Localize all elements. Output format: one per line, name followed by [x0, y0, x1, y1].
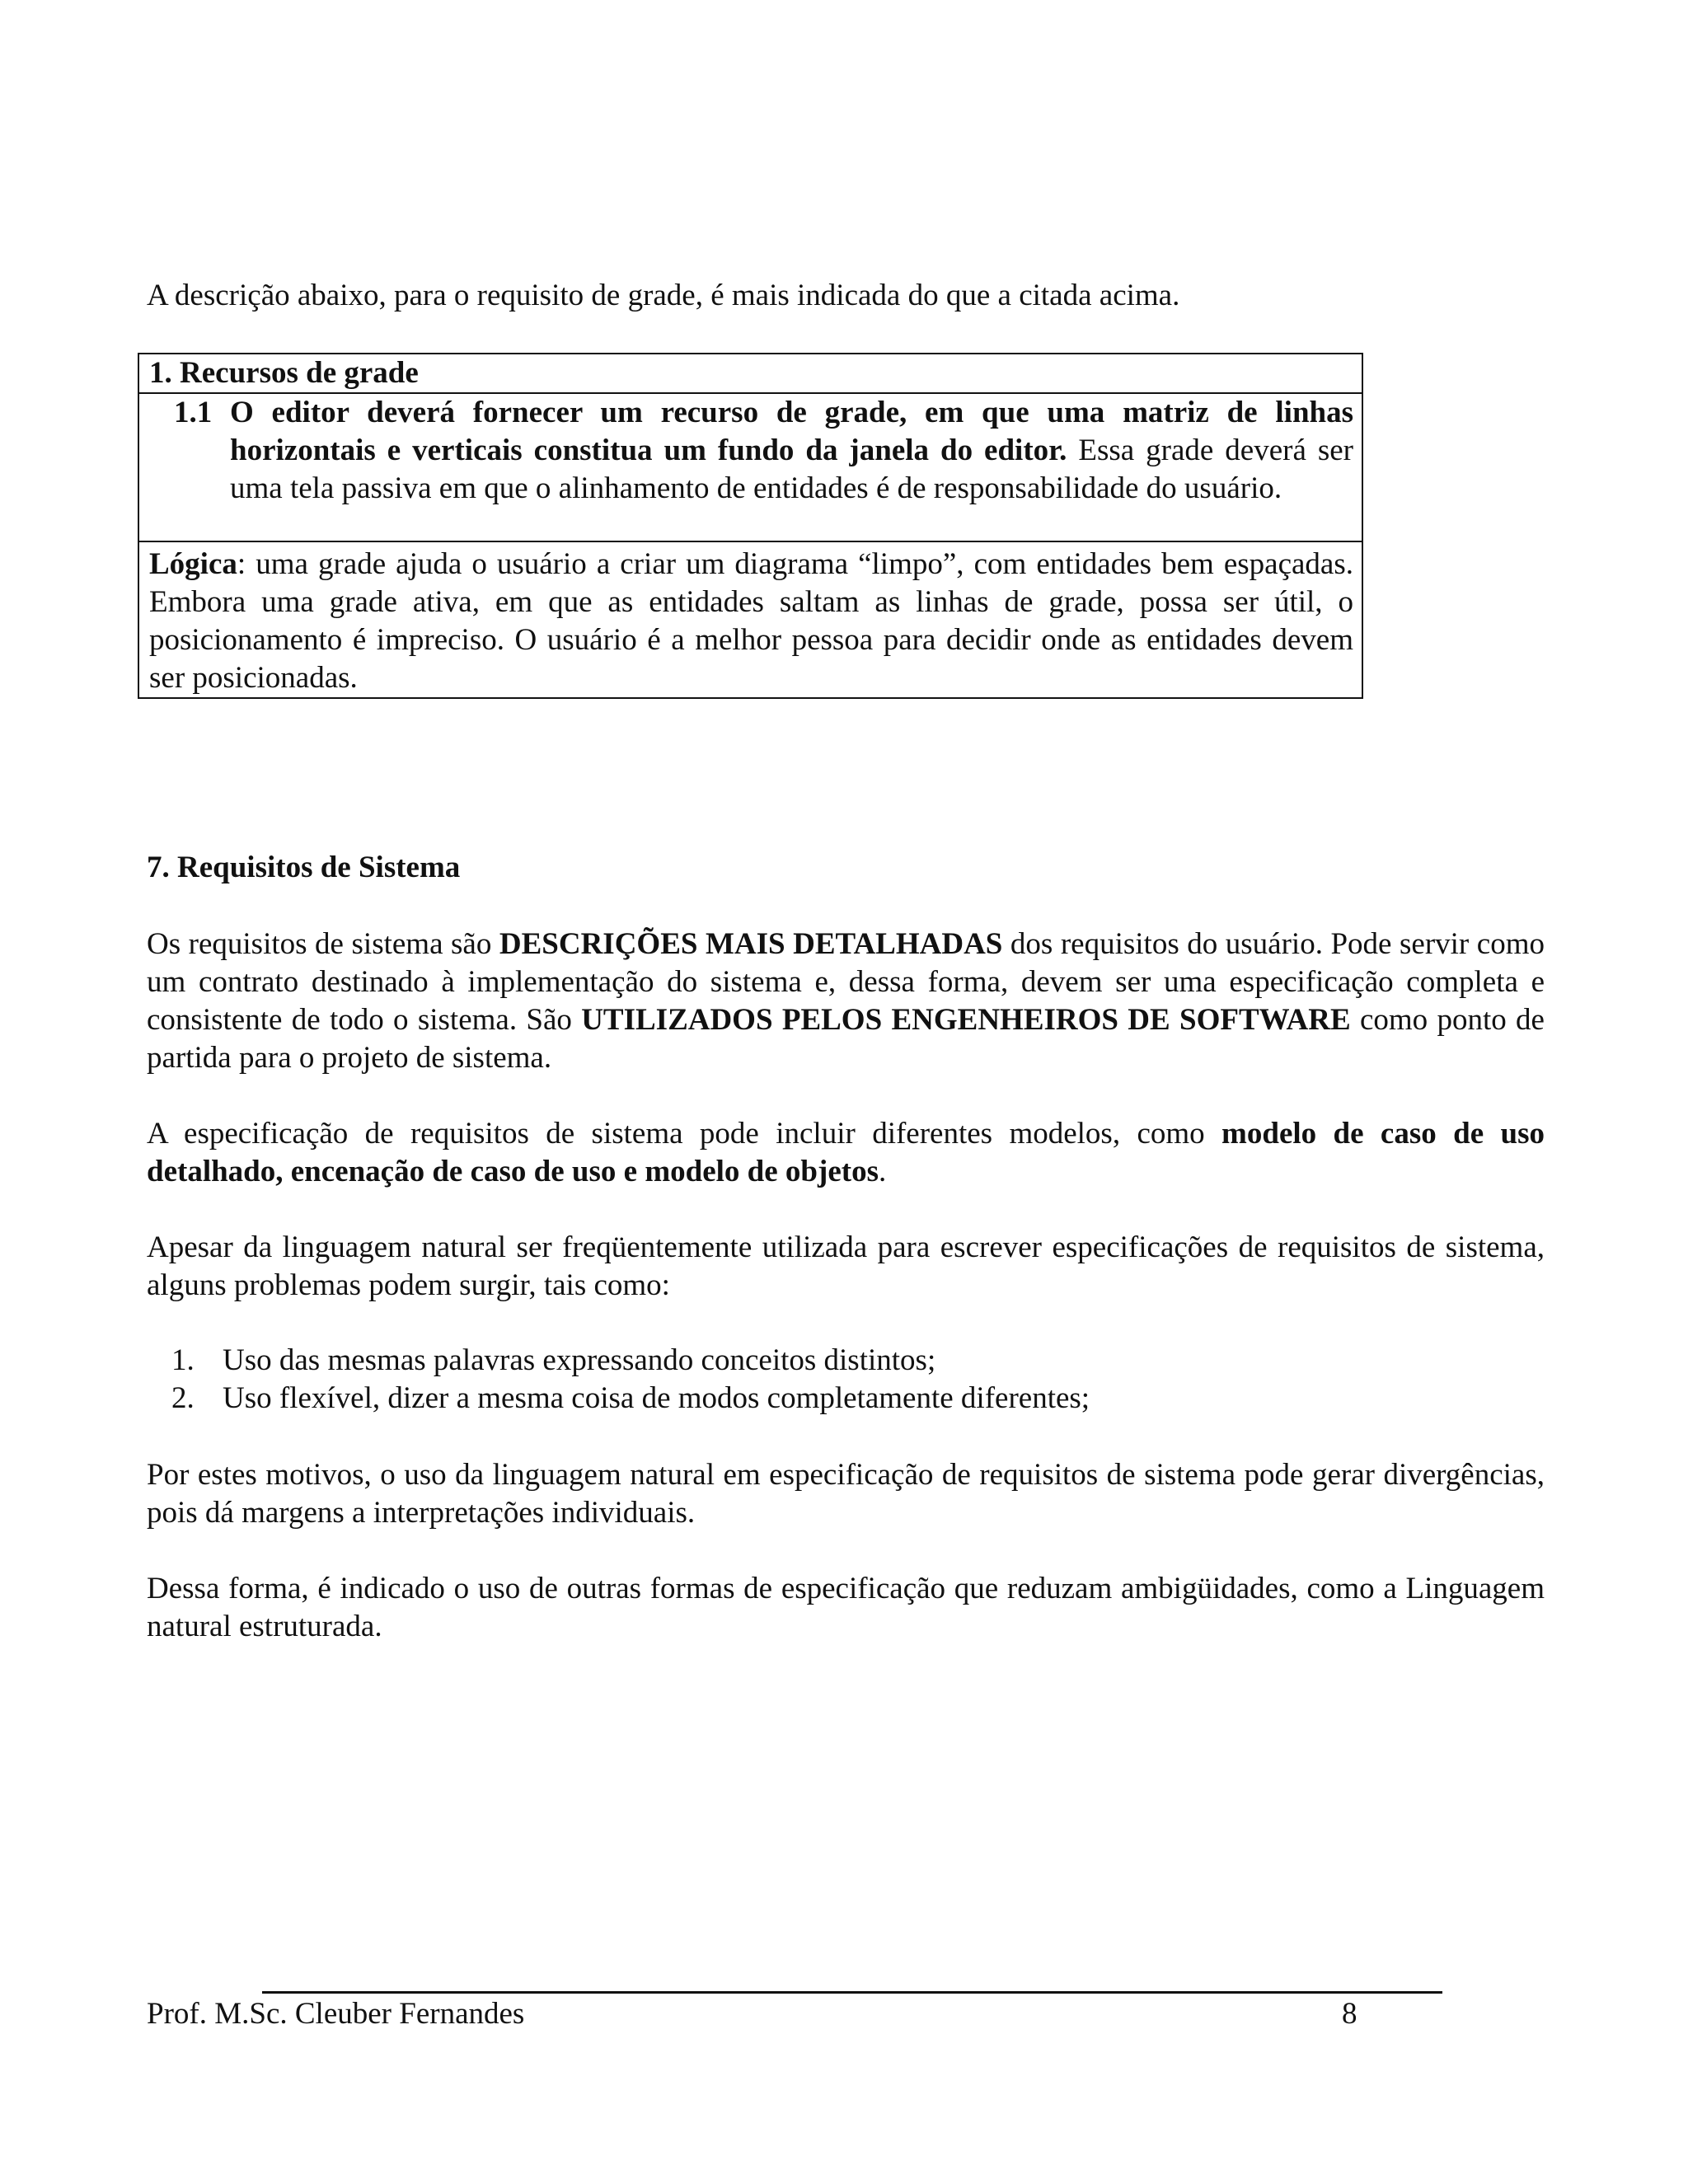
- requirement-item-number: 1.1: [174, 396, 213, 429]
- logic-rationale: [139, 541, 1362, 697]
- list-item-text: Uso flexível, dizer a mesma coisa de modos completamente diferentes;: [223, 1381, 1090, 1415]
- system-requirements-paragraph: [147, 926, 1545, 1077]
- list-item: [147, 1342, 1545, 1380]
- p1-text-c: dos requisitos do usuário. Pode servir como um contrato destinado à implementação do sistema e, dessa forma, devem ser uma especificação completa e consistente de todo o sistema. São: [147, 927, 1545, 1037]
- logic-text: : uma grade ajuda o usuário a criar um diagrama “limpo”, com entidades bem espaçadas. Embora uma grade ativa, em que as entidades saltam as linhas de grade, possa ser útil, o posicionamento é impreciso. O usuário é a melhor pessoa para decidir onde as entidades devem ser posicionadas.: [149, 547, 1353, 695]
- p2-bold-b: modelo de caso de uso detalhado, encenação de caso de uso e modelo de objetos: [147, 1117, 1545, 1188]
- p2-text-c: .: [878, 1155, 887, 1188]
- list-item-text: Uso das mesmas palavras expressando conceitos distintos;: [223, 1343, 936, 1377]
- p1-text-a: Os requisitos de sistema são: [147, 927, 499, 961]
- requirement-item-text: Essa grade deverá ser uma tela passiva em que o alinhamento de entidades é de responsabilidade do usuário.: [230, 434, 1354, 505]
- requirement-box-title: 1. Recursos de grade: [139, 354, 1362, 394]
- p2-text-a: A especificação de requisitos de sistema pode incluir diferentes modelos, como: [147, 1117, 1222, 1151]
- requirement-item: [139, 394, 1362, 541]
- natural-language-paragraph: Apesar da linguagem natural ser freqüentemente utilizada para escrever especificações de requisitos de sistema, alguns problemas podem surgir, tais como:: [147, 1230, 1545, 1302]
- requirement-box: [138, 353, 1363, 699]
- problems-list: [147, 1342, 1545, 1418]
- models-paragraph: [147, 1115, 1545, 1191]
- p1-text-e: como ponto de partida para o projeto de sistema.: [147, 1003, 1545, 1075]
- intro-paragraph: A descrição abaixo, para o requisito de grade, é mais indicada do que a citada acima.: [147, 279, 1180, 312]
- p1-bold-d: UTILIZADOS PELOS ENGENHEIROS DE SOFTWARE: [581, 1003, 1351, 1037]
- divergence-paragraph: Por estes motivos, o uso da linguagem natural em especificação de requisitos de sistema pode gerar divergências, pois dá margens a interpretações individuais.: [147, 1458, 1545, 1530]
- footer-author: Prof. M.Sc. Cleuber Fernandes: [147, 1997, 525, 2031]
- requirement-item-bold-text: O editor deverá fornecer um recurso de grade, em que uma matriz de linhas horizontais e verticais constitua um fundo da janela do editor.: [230, 396, 1353, 467]
- list-item: [147, 1380, 1545, 1418]
- page-number: 8: [1342, 1997, 1357, 2031]
- list-item-number: 2.: [171, 1381, 195, 1415]
- conclusion-paragraph: Dessa forma, é indicado o uso de outras formas de especificação que reduzam ambigüidades, como a Linguagem natural estruturada.: [147, 1572, 1545, 1643]
- footer-divider: [262, 1991, 1442, 1994]
- p1-bold-b: DESCRIÇÕES MAIS DETALHADAS: [499, 927, 1003, 961]
- logic-label: Lógica: [149, 547, 237, 581]
- section-heading: 7. Requisitos de Sistema: [147, 851, 461, 884]
- list-item-number: 1.: [171, 1343, 195, 1377]
